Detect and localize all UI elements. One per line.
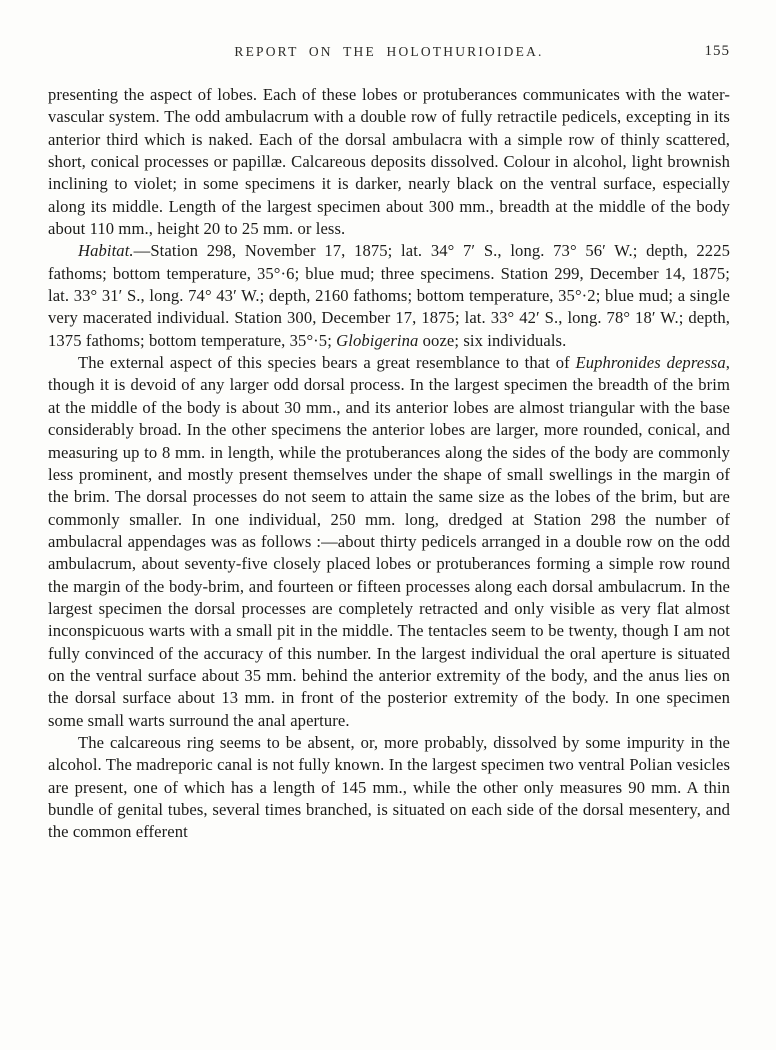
- italic-text-segment: Habitat.: [78, 241, 134, 261]
- page-header-title: REPORT ON THE HOLOTHURIOIDEA.: [234, 44, 544, 59]
- text-segment: —Station 298, November 17, 1875; lat. 34° 7′ S., long. 73° 56′ W.; depth, 2225 fathoms; bottom temperature, 35°·6; blue mud; three specimens. Station 299, December 14, 1875; lat. 33° 31′ S., long. 74° 43′ W.; depth, 2160 fathoms; bottom temperature, 35°·2; blue mud; a single very macerated individual. Station 300, December 17, 1875; lat. 33° 42′ S., long. 78° 18′ W.; depth, 1375 fathoms; bottom temperature, 35°·5;: [48, 241, 730, 350]
- page-body: [48, 84, 730, 844]
- paragraph: [48, 240, 730, 352]
- text-segment: presenting the aspect of lobes. Each of these lobes or protuberances communicates with the water-vascular system. The odd ambulacrum with a double row of fully retractile pedicels, excepting in its anterior third which is naked. Each of the dorsal ambulacra with a simple row of thinly scattered, short, conical processes or papillæ. Calcareous deposits dissolved. Colour in alcohol, light brownish inclining to violet; in some specimens it is darker, nearly black on the ventral surface, especially along its middle. Length of the largest specimen about 300 mm., breadth at the middle of the body about 110 mm., height 20 to 25 mm. or less.: [48, 85, 730, 239]
- italic-text-segment: Globigerina: [336, 330, 419, 350]
- text-segment: The external aspect of this species bears a great resemblance to that of: [78, 353, 576, 373]
- text-segment: ooze; six individuals.: [418, 330, 567, 350]
- italic-text-segment: Euphronides depressa: [575, 353, 726, 373]
- paragraph: [48, 84, 730, 240]
- running-header: [48, 44, 730, 64]
- page-number: 155: [704, 43, 730, 59]
- paragraph: [48, 352, 730, 732]
- text-segment: The calcareous ring seems to be absent, or, more probably, dissolved by some impurity in the alcohol. The madreporic canal is not fully known. In the largest specimen two ventral Polian vesicles are present, one of which has a length of 145 mm., while the other only measures 90 mm. A thin bundle of genital tubes, several times branched, is situated on each side of the dorsal mesentery, and the common efferent: [48, 732, 730, 842]
- paragraph: [48, 732, 730, 844]
- text-segment: , though it is devoid of any larger odd dorsal process. In the largest specimen the breadth of the brim at the middle of the body is about 30 mm., and its anterior lobes are almost triangular with the base considerably broad. In the other specimens the anterior lobes are larger, more rounded, conical, and measuring up to 8 mm. in length, while the protuberances along the sides of the body are commonly less prominent, and mostly present themselves under the shape of small swellings in the margin of the brim. The dorsal processes do not seem to attain the same size as the lobes of the brim, but are commonly smaller. In one individual, 250 mm. long, dredged at Station 298 the number of ambulacral appendages was as follows :—about thirty pedicels arranged in a double row on the odd ambulacrum, about seventy-five closely placed lobes or protuberances forming a simple row round the margin of the body-brim, and fourteen or fifteen processes along each dorsal ambulacrum. In the largest specimen the dorsal processes are completely retracted and only visible as very flat almost inconspicuous warts with a small pit in the middle. The tentacles seem to be twenty, though I am not fully convinced of the accuracy of this number. In the largest individual the oral aperture is situated on the ventral surface about 35 mm. behind the anterior extremity of the body, and the anus lies on the dorsal surface about 13 mm. in front of the posterior extremity of the body. In one specimen some small warts surround the anal aperture.: [48, 353, 730, 730]
